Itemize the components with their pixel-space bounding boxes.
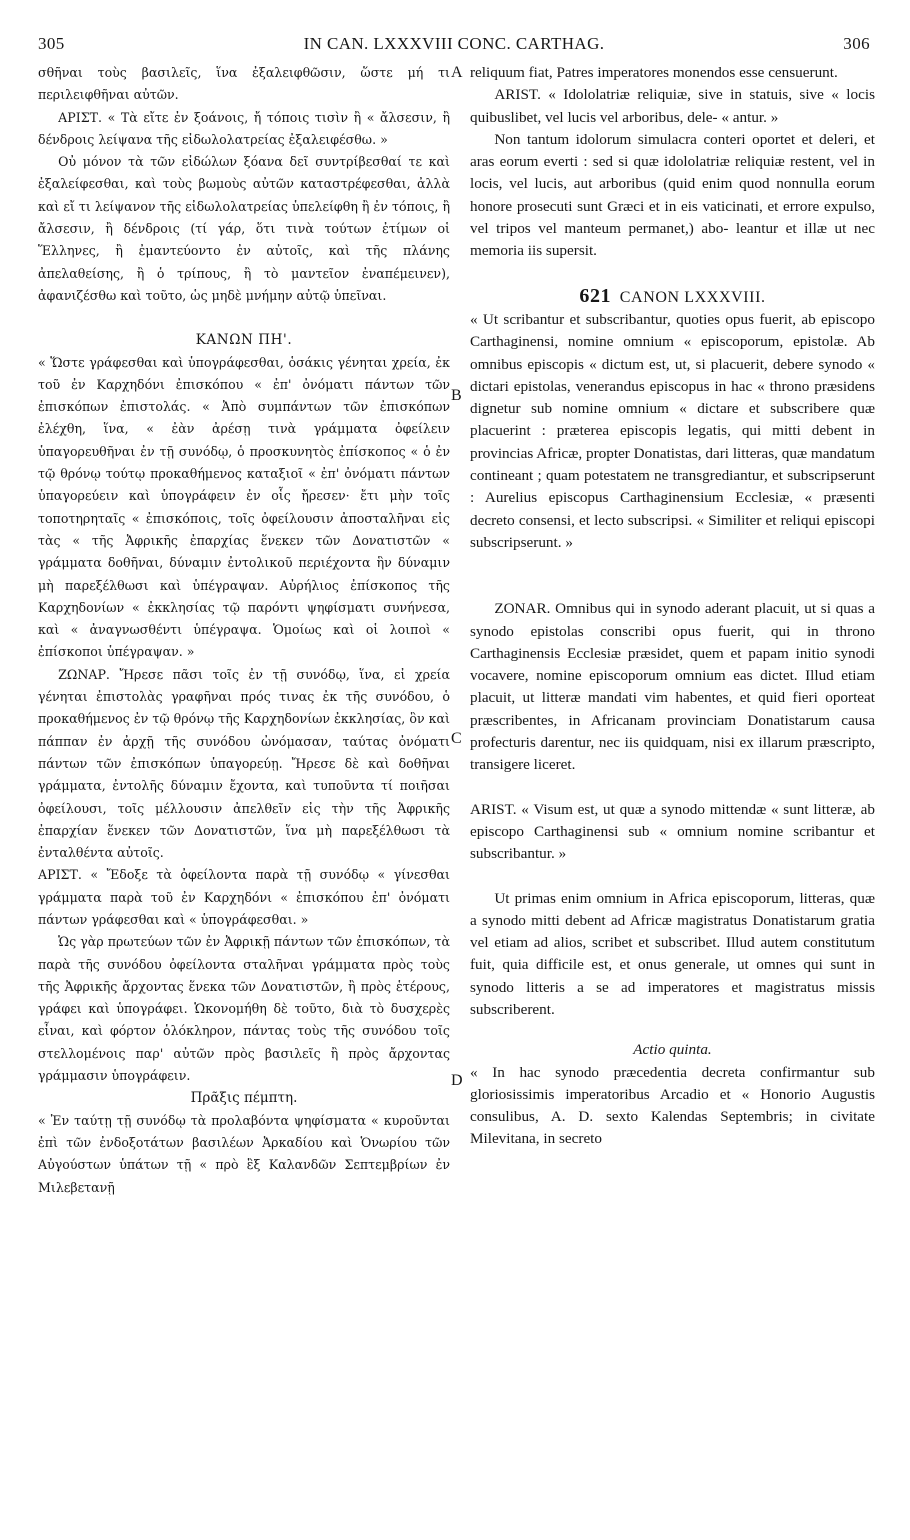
latin-column xyxy=(470,62,875,1151)
column-number: 621 xyxy=(579,284,612,307)
greek-final-paragraph: « Ἐν ταύτῃ τῇ συνόδῳ τὰ προλαβόντα ψηφίσματα « κυροῦνται ἐπὶ τῶν ἐνδοξοτάτων βασιλέων Ἀρκαδίου καὶ Ὁνωρίου τῶν Αὐγούστων ὑπάτων τῇ « πρὸ ἓξ Καλανδῶν Σεπτεμβρίων ἐν Μιλεβετανῇ xyxy=(38,1112,450,1195)
latin-arist-2: ARIST. « Visum est, ut quæ a synodo mittendæ « sunt litteræ, ab episcopo Carthaginensi sub « omnium nomine scribantur et subscribantur. » xyxy=(470,800,875,863)
latin-commentary-1: Non tantum idolorum simulacra conteri oportet et deleri, et aras eorum everti : sed si quæ idololatriæ reliquiæ restent, vel in locis, vel lucis, aut arboribus (quid enim quod nonnulla eorum honore prosecuti sunt Græci et in eis vaticinati, et errore expulso, vel tripos vel manteum permanet,) abo- leantur et illæ ut nec memoria iis supersit. xyxy=(470,130,875,260)
greek-commentary-2: Ὡς γὰρ πρωτεύων τῶν ἐν Ἀφρικῇ πάντων τῶν ἐπισκόπων, τὰ παρὰ τῆς συνόδου ὀφείλοντα σταλῆναι γράμματα πρὸς τοὺς τῆς Ἀφρικῆς ἄρχοντας ἕνεκα τῶν Δονατιστῶν, ἢ πρὸς ἑτέρους, γράφει καὶ ὑπογράφει. Ὡκονομήθη δὲ τοῦτο, διὰ τὸ δυσχερὲς εἶναι, καὶ φόρτον ὁλόκληρον, πάντας τοὺς τῆς συνόδου τοῖς στελλομένοις παρ' αὐτῶν πρὸς βασιλεῖς ἢ πρὸς ἄρχοντας γράμμασιν ὑπογράφειν. xyxy=(38,934,450,1084)
latin-paragraph: reliquum fiat, Patres imperatores monendos esse censuerunt. xyxy=(470,64,838,81)
greek-column xyxy=(38,62,450,1199)
greek-zonaras: ΖΩΝΑΡ. Ἤρεσε πᾶσι τοῖς ἐν τῇ συνόδῳ, ἵνα, εἰ χρεία γένηται ἐπιστολὰς γραφῆναι πρός τινας ἐκ τῆς συνόδου, ὁ προκαθήμενος ἐν τῷ θρόνῳ τῆς Καρχηδονίων ἐκκλησίας, ὃν καὶ πάππαν ἐν ἀρχῇ τῆς συνόδου ὠνόμασαν, ταύτας ὀνόματι πάντων τῶν ἐπισκόπων ὑπαγορεύῃ. Ἤρεσε δὲ καὶ δοθῆναι γράμματα, ἐντολῆς δύναμιν ἔχοντα, καὶ τυποῦντα τί ποιῆσαι ὀφείλουσι, τοῖς μέλλουσιν ἀπελθεῖν εἰς τὴν τῆς Ἀφρικῆς ἐπαρχίαν ἕνεκεν τῶν Δονατιστῶν, ἵνα μὴ παρεξέλθωσι τὰ ἐνταλθέντα αὐτοῖς. xyxy=(38,666,450,861)
latin-arist-1: ARIST. « Idololatriæ reliquiæ, sive in statuis, sive « locis quibuslibet, vel lucis vel arboribus, dele- « antur. » xyxy=(470,86,875,126)
greek-praxis-heading: Πρᾶξις πέμπτη. xyxy=(190,1090,298,1107)
latin-final-paragraph: « In hac synodo præcedentia decreta confirmantur sub gloriosissimis imperatoribus Arcadio et « Honorio Augustis consulibus, A. D. sexto Kalendas Septembris; in civitate Milevitana, in secreto xyxy=(470,1063,875,1148)
margin-letter-a: A xyxy=(451,64,463,81)
greek-arist-1: ΑΡΙΣΤ. « Τὰ εἴτε ἐν ξοάνοις, ἤ τόποις τισὶν ἢ « ἄλσεσιν, ἢ δένδροις λείψανα τῆς εἰδωλολατρείας ἐξαλειφέσθω. » xyxy=(38,109,450,147)
latin-canon-text: « Ut scribantur et subscribantur, quoties opus fuerit, ab episcopo Carthaginensi, nomine omnium « episcoporum, epistolæ. Ab omnibus episcopis « dictum est, ut, si placuerit, debere synodo « dictari epistolas, venerandus episcopus in hac « throno præsidens dignetur sub nomine omnium « dictare et subscribere quæ placuerint : præterea episcopis legatis, qui mitti debent in provincias Africæ, propter Donatistas, dari litteras, quæ mandatum contineant ; quam potestatem ne transgrediantur, et subscripserunt : Aurelius episcopus Carthaginensium Ecclesiæ, « præsenti decreto consensi, et lecto subscripsi. « Similiter et reliqui episcopi subscripserunt. » xyxy=(470,310,875,551)
margin-letter-d: D xyxy=(451,1072,463,1089)
greek-arist-2: ΑΡΙΣΤ. « Ἔδοξε τὰ ὀφείλοντα παρὰ τῇ συνόδῳ « γίνεσθαι γράμματα παρὰ τοῦ ἐν Καρχηδόνι « ἐπισκόπου ἐπ' ὀνόματι πάντων γράφεσθαι καὶ « ὑπογράφεσθαι. » xyxy=(38,867,450,927)
greek-canon-text: « Ὥστε γράφεσθαι καὶ ὑπογράφεσθαι, ὁσάκις γένηται χρεία, ἐκ τοῦ ἐν Καρχηδόνι ἐπισκόπου « ἐπ' ὀνόματι πάντων τῶν ἐπισκόπων ἐπιστολάς. « Ἀπὸ συμπάντων τῶν ἐπισκόπων ἐλέχθη, ἵνα, « ἐὰν ἀρέσῃ τινὰ γράμματα ὀφείλειν ὑπαγορευθῆναι ἐν τῇ συνόδῳ, ὁ προσκυνητὸς ἐπίσκοπος « ὁ ἐν τῷ θρόνῳ τούτῳ προκαθήμενος καταξιοῖ « ἐπ' ὀνόματι πάντων ὑπαγορεύειν καὶ ὑπογράφειν ἐν οἷς ἤρεσεν· ἔτι μὴν τοῖς τοποτηρηταῖς « ἐπισκόποις, τοῖς ὀφείλουσιν ἀποσταλῆναι εἰς τὰς « τῆς Ἀφρικῆς ἐπαρχίας ἕνεκεν τῶν Δονατιστῶν « γράμματα δοθῆναι, δύναμιν ἐντολικοῦ περιέχοντα ἣν δύναμιν μὴ παρεξέλθωσι καὶ ὑπέγραψαν. Αὐρήλιος ἐπίσκοπος τῆς Καρχηδονίων « ἐκκλησίας τῷ παρόντι ψηφίσματι συνήνεσα, καὶ « ἀναγνωσθέντι ὑπέγραψα. Ὁμοίως καὶ οἱ λοιποὶ « ἐπίσκοποι ὑπέγραψαν. » xyxy=(38,354,450,660)
page-number-right: 306 xyxy=(843,34,870,53)
latin-canon-title: CANON LXXXVIII. xyxy=(619,288,766,306)
margin-letter-c: C xyxy=(451,730,462,747)
page-number-left: 305 xyxy=(38,34,65,53)
greek-commentary-1: Οὐ μόνον τὰ τῶν εἰδώλων ξόανα δεῖ συντρίβεσθαί τε καὶ ἐξαλείφεσθαι, καὶ τοὺς βωμοὺς αὐτῶν καταστρέφεσθαι, ἀλλὰ καὶ εἴ τι λείψανον τῆς εἰδωλολατρείας ὑπελείφθη ἢ ἐν τόποις, ἢ ἄλσεσιν, ἢ δένδροις (τί γάρ, ὅτι τινὰ τούτων ἐτίμων οἱ Ἕλληνες, ἢ ἐμαντεύοντο ἐν αὐτοῖς, καὶ τῆς πλάνης ἀπελαθείσης, ἢ ὁ τρίπους, ἢ τὸ μαντεῖον ἐναπέμεινεν), ἀφανιζέσθω καὶ τοῦτο, ὡς μηδὲ μνήμην αὐτῷ ὑπεῖναι. xyxy=(38,154,450,303)
margin-letter-b: B xyxy=(451,387,462,404)
latin-actio-heading: Actio quinta. xyxy=(633,1041,712,1059)
latin-canon-heading xyxy=(470,285,875,309)
running-header xyxy=(38,34,870,56)
latin-zonaras: ZONAR. Omnibus qui in synodo aderant placuit, ut si quas a synodo epistolas conscribi opus fuerit, qui in throno Carthaginensis Ecclesiæ præsidet, quem et papam initio synodi vocavere, nomine episcoporum omnium eas dictet. Illud etiam placuit, ut litteræ mandati vim habentes, et quid fieri oporteat præscribentes, in Africanam provinciam Donatistarum causa profecturis darentur, nec iis quidquam, nisi ex illarum præscripto, transigere liceret. xyxy=(470,600,875,774)
running-title: IN CAN. LXXXVIII CONC. CARTHAG. xyxy=(303,34,605,53)
greek-paragraph: σθῆναι τοὺς βασιλεῖς, ἵνα ἐξαλειφθῶσιν, ὥστε μή τι περιλειφθῆναι αὐτῶν. xyxy=(38,65,450,103)
latin-commentary-2: Ut primas enim omnium in Africa episcoporum, litteras, quæ a synodo mitti debent ad Africæ magistratus Donatistarum gratia vel etiam ad alios, scribet et subscribet. Illud autem constitutum fuit, quia difficile est, et onus generale, ut omnes qui sunt in synodo litteris a se ad imperatores et magistratus missis subscriberent. xyxy=(470,889,875,1018)
greek-canon-heading: ΚΑΝΩΝ ΠΗ'. xyxy=(195,332,293,349)
